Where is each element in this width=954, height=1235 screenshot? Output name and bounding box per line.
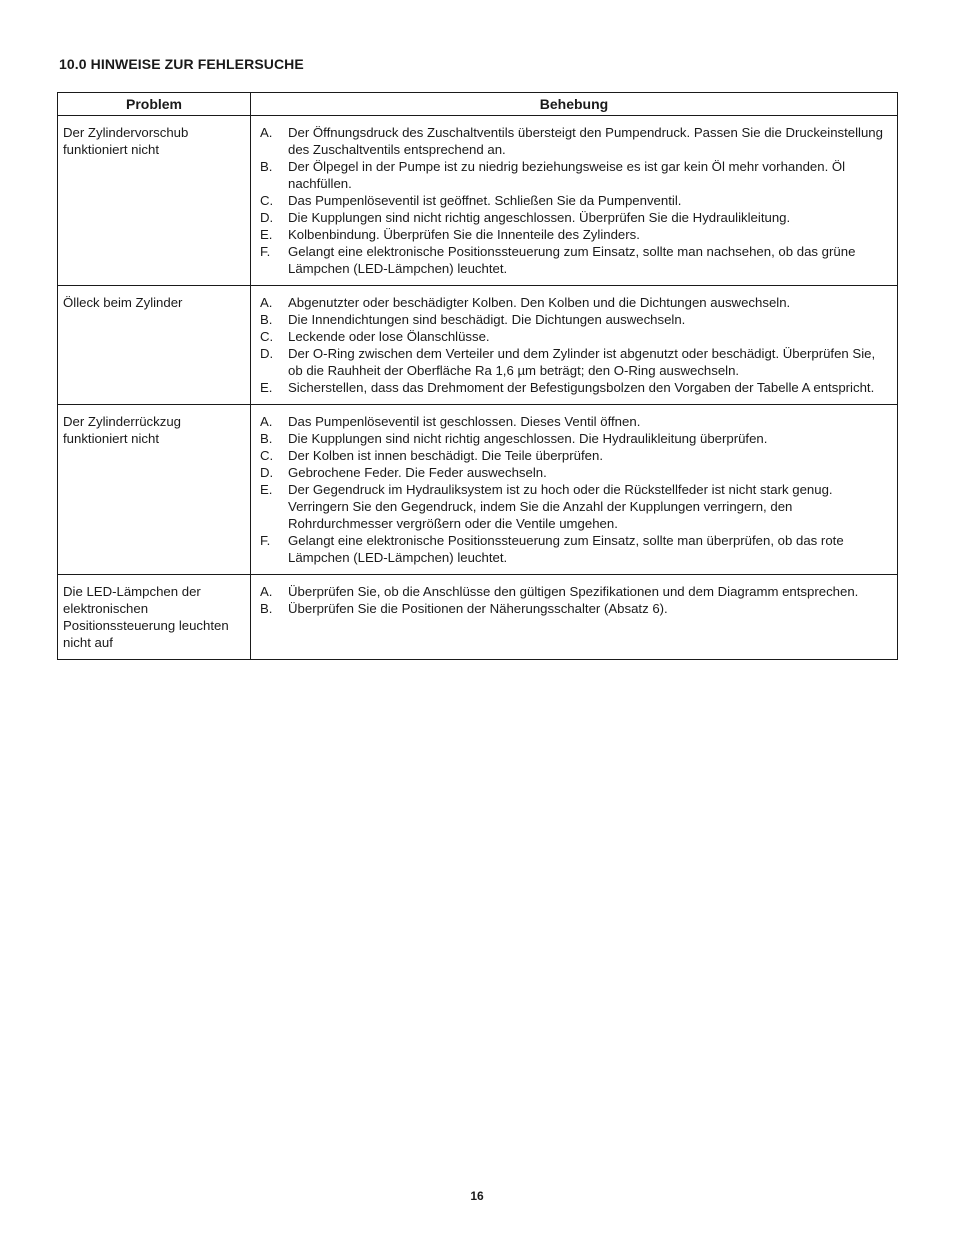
- remedy-letter: D.: [260, 210, 274, 225]
- remedy-item: [260, 447, 887, 464]
- remedy-item: [260, 413, 887, 430]
- remedy-item: [260, 379, 887, 396]
- problem-column-header: Problem: [58, 93, 251, 116]
- remedy-item: [260, 345, 887, 379]
- remedy-item: [260, 209, 887, 226]
- remedy-text: Abgenutzter oder beschädigter Kolben. Den Kolben und die Dichtungen auswechseln.: [288, 295, 791, 310]
- remedy-letter: B.: [260, 431, 273, 446]
- remedy-text: Die Innendichtungen sind beschädigt. Die Dichtungen auswechseln.: [288, 312, 686, 327]
- remedy-letter: F.: [260, 533, 271, 548]
- section-title: 10.0 HINWEISE ZUR FEHLERSUCHE: [59, 56, 304, 72]
- remedy-text: Der Öffnungsdruck des Zuschaltventils übersteigt den Pumpendruck. Passen Sie die Druckeinstellung des Zuschaltventils entsprechend an.: [288, 125, 883, 157]
- remedy-text: Gelangt eine elektronische Positionssteuerung zum Einsatz, sollte man nachsehen, ob das grüne Lämpchen (LED-Lämpchen) leuchtet.: [288, 244, 856, 276]
- remedy-item: [260, 243, 887, 277]
- remedy-text: Überprüfen Sie die Positionen der Näherungsschalter (Absatz 6).: [288, 601, 668, 616]
- remedy-letter: B.: [260, 601, 273, 616]
- remedy-text: Der Gegendruck im Hydrauliksystem ist zu hoch oder die Rückstellfeder ist nicht stark genug. Verringern Sie den Gegendruck, indem Sie die Anzahl der Kupplungen verringern, den Rohrdurchmesser vergrößern oder die Ventile umgehen.: [288, 482, 833, 531]
- troubleshooting-table: [57, 92, 898, 660]
- remedy-text: Überprüfen Sie, ob die Anschlüsse den gültigen Spezifikationen und dem Diagramm entsprechen.: [288, 584, 859, 599]
- remedy-text: Gebrochene Feder. Die Feder auswechseln.: [288, 465, 547, 480]
- remedy-letter: A.: [260, 414, 273, 429]
- page-number: 16: [470, 1189, 484, 1203]
- remedy-item: [260, 158, 887, 192]
- remedy-item: [260, 124, 887, 158]
- remedy-letter: E.: [260, 227, 273, 242]
- remedy-item: [260, 294, 887, 311]
- remedy-letter: A.: [260, 295, 273, 310]
- remedy-text: Leckende oder lose Ölanschlüsse.: [288, 329, 490, 344]
- remedy-text: Die Kupplungen sind nicht richtig angeschlossen. Die Hydraulikleitung überprüfen.: [288, 431, 768, 446]
- remedy-letter: B.: [260, 312, 273, 327]
- remedy-cell: [251, 405, 898, 575]
- problem-cell: Der Zylindervorschub funktioniert nicht: [58, 116, 251, 286]
- remedy-cell: [251, 575, 898, 660]
- remedy-text: Der Ölpegel in der Pumpe ist zu niedrig beziehungsweise es ist gar kein Öl mehr vorhanden. Öl nachfüllen.: [288, 159, 846, 191]
- remedy-text: Gelangt eine elektronische Positionssteuerung zum Einsatz, sollte man überprüfen, ob das rote Lämpchen (LED-Lämpchen) leuchtet.: [288, 533, 844, 565]
- remedy-text: Das Pumpenlöseventil ist geöffnet. Schließen Sie da Pumpenventil.: [288, 193, 682, 208]
- table-row: [58, 286, 898, 405]
- remedy-item: [260, 226, 887, 243]
- remedy-item: [260, 600, 887, 617]
- remedy-letter: C.: [260, 329, 274, 344]
- remedy-item: [260, 311, 887, 328]
- remedy-text: Der Kolben ist innen beschädigt. Die Teile überprüfen.: [288, 448, 603, 463]
- table-row: [58, 405, 898, 575]
- remedy-letter: C.: [260, 448, 274, 463]
- table-header-row: [58, 93, 898, 116]
- remedy-text: Sicherstellen, dass das Drehmoment der Befestigungsbolzen den Vorgaben der Tabelle A entspricht.: [288, 380, 875, 395]
- remedy-column-header: Behebung: [251, 93, 898, 116]
- remedy-item: [260, 464, 887, 481]
- remedy-text: Das Pumpenlöseventil ist geschlossen. Dieses Ventil öffnen.: [288, 414, 641, 429]
- remedy-text: Kolbenbindung. Überprüfen Sie die Innenteile des Zylinders.: [288, 227, 640, 242]
- problem-cell: Ölleck beim Zylinder: [58, 286, 251, 405]
- remedy-letter: F.: [260, 244, 271, 259]
- remedy-letter: A.: [260, 125, 273, 140]
- remedy-text: Die Kupplungen sind nicht richtig angeschlossen. Überprüfen Sie die Hydraulikleitung.: [288, 210, 791, 225]
- remedy-letter: E.: [260, 482, 273, 497]
- remedy-letter: D.: [260, 465, 274, 480]
- remedy-cell: [251, 116, 898, 286]
- remedy-text: Der O-Ring zwischen dem Verteiler und dem Zylinder ist abgenutzt oder beschädigt. Überprüfen Sie, ob die Rauhheit der Oberfläche Ra 1,6 µm beträgt; den O-Ring auswechseln.: [288, 346, 876, 378]
- remedy-item: [260, 481, 887, 532]
- problem-cell: Die LED-Lämpchen der elektronischen Positionssteuerung leuchten nicht auf: [58, 575, 251, 660]
- remedy-letter: E.: [260, 380, 273, 395]
- remedy-letter: B.: [260, 159, 273, 174]
- remedy-letter: C.: [260, 193, 274, 208]
- remedy-item: [260, 583, 887, 600]
- remedy-list: [260, 413, 887, 566]
- remedy-cell: [251, 286, 898, 405]
- remedy-item: [260, 532, 887, 566]
- remedy-item: [260, 430, 887, 447]
- remedy-letter: A.: [260, 584, 273, 599]
- remedy-list: [260, 124, 887, 277]
- remedy-list: [260, 583, 887, 617]
- remedy-item: [260, 328, 887, 345]
- remedy-letter: D.: [260, 346, 274, 361]
- problem-cell: Der Zylinderrückzug funktioniert nicht: [58, 405, 251, 575]
- remedy-list: [260, 294, 887, 396]
- remedy-item: [260, 192, 887, 209]
- table-row: [58, 575, 898, 660]
- table-body: [58, 116, 898, 660]
- table-row: [58, 116, 898, 286]
